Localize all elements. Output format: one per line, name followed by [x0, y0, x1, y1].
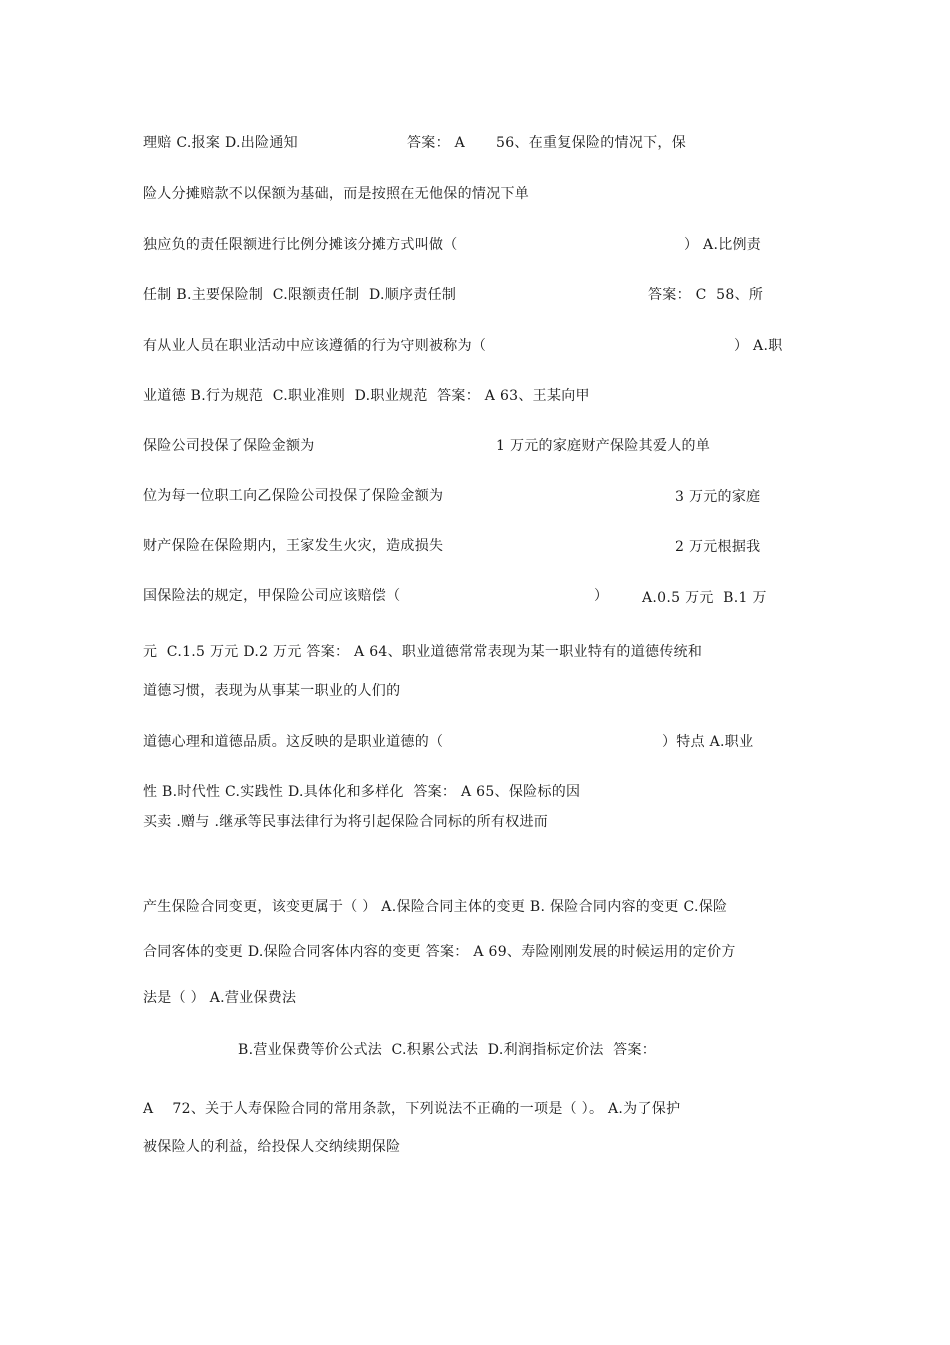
text-line: 买卖 .赠与 .继承等民事法律行为将引起保险合同标的所有权进而	[143, 814, 549, 830]
text-line: 1 万元的家庭财产保险其爱人的单	[496, 438, 711, 454]
text-line: 2 万元根据我	[675, 539, 761, 555]
text-line: B.营业保费等价公式法 C.积累公式法 D.利润指标定价法 答案：	[238, 1042, 657, 1058]
text-line: 财产保险在保险期内，王家发生火灾，造成损失	[143, 538, 444, 554]
text-line: 位为每一位职工向乙保险公司投保了保险金额为	[143, 488, 444, 504]
text-line: 国保险法的规定，甲保险公司应该赔偿（	[143, 588, 401, 604]
text-line: 答案： C 58、所	[648, 287, 764, 303]
text-line: ）特点 A.职业	[662, 734, 754, 750]
text-line: 保险公司投保了保险金额为	[143, 438, 315, 454]
text-line: 被保险人的利益，给投保人交纳续期保险	[143, 1139, 401, 1155]
text-line: 有从业人员在职业活动中应该遵循的行为守则被称为（	[143, 338, 487, 354]
text-line: ） A.职	[734, 338, 783, 354]
text-line: ）	[594, 588, 609, 604]
text-line: 3 万元的家庭	[675, 489, 761, 505]
text-line: 法是（ ） A.营业保费法	[143, 990, 297, 1006]
text-line: A 72、关于人寿保险合同的常用条款，下列说法不正确的一项是（ ）。 A.为了保护	[143, 1101, 681, 1117]
text-line: 险人分摊赔款不以保额为基础，而是按照在无他保的情况下单	[143, 186, 530, 202]
text-line: 理赔 C.报案 D.出险通知	[143, 135, 298, 151]
text-line: 合同客体的变更 D.保险合同客体内容的变更 答案： A 69、寿险刚刚发展的时候运用的定价方	[143, 944, 736, 960]
text-line: ） A.比例责	[684, 237, 762, 253]
text-line: 56、在重复保险的情况下，保	[496, 135, 687, 151]
text-line: 性 B.时代性 C.实践性 D.具体化和多样化 答案： A 65、保险标的因	[143, 784, 581, 800]
text-line: 道德心理和道德品质。这反映的是职业道德的（	[143, 734, 444, 750]
text-line: 道德习惯，表现为从事某一职业的人们的	[143, 683, 401, 699]
text-line: 答案： A	[407, 135, 466, 151]
text-line: 任制 B.主要保险制 C.限额责任制 D.顺序责任制	[143, 287, 457, 303]
text-line: 产生保险合同变更，该变更属于（ ） A.保险合同主体的变更 B. 保险合同内容的变更 C.保险	[143, 899, 728, 915]
text-line: 元 C.1.5 万元 D.2 万元 答案： A 64、职业道德常常表现为某一职业特有的道德传统和	[143, 644, 703, 660]
text-line: 独应负的责任限额进行比例分摊该分摊方式叫做（	[143, 237, 458, 253]
text-line: 业道德 B.行为规范 C.职业准则 D.职业规范 答案： A 63、王某向甲	[143, 388, 590, 404]
text-line: A.0.5 万元 B.1 万	[642, 590, 767, 606]
